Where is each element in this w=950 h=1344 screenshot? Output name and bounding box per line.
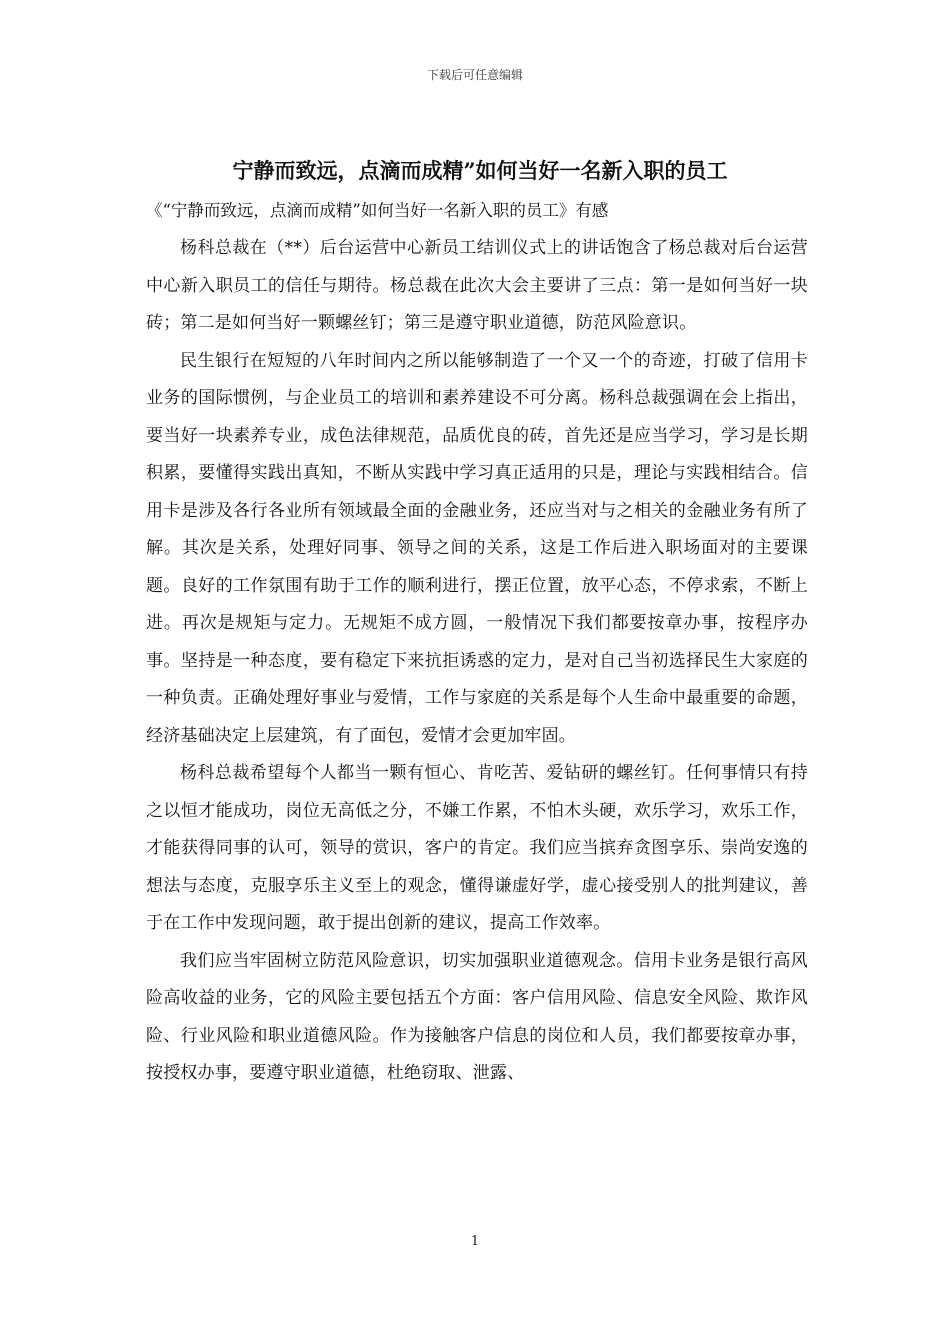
document-title: 宁静而致远，点滴而成精”如何当好一名新入职的员工 bbox=[232, 158, 728, 183]
paragraph-1: 杨科总裁在（**）后台运营中心新员工结训仪式上的讲话饱含了杨总裁对后台运营中心新入职员工的信任与期待。杨总裁在此次大会主要讲了三点：第一是如何当好一块砖；第二是如何当好一颗螺丝钉；第三是遵守职业道德，防范风险意识。 bbox=[146, 238, 808, 333]
document-subtitle: 《“宁静而致远，点滴而成精”如何当好一名新入职的员工》有感 bbox=[146, 201, 609, 220]
paragraph-2: 民生银行在短短的八年时间内之所以能够制造了一个又一个的奇迹，打破了信用卡业务的国际惯例，与企业员工的培训和素养建设不可分离。杨科总裁强调在会上指出，要当好一块素养专业，成色法律规范，品质优良的砖，首先还是应当学习，学习是长期积累，要懂得实践出真知，不断从实践中学习真正适用的只是，理论与实践相结合。信用卡是涉及各行各业所有领域最全面的金融业务，还应当对与之相关的金融业务有所了解。其次是关系，处理好同事、领导之间的关系，这是工作后进入职场面对的主要课题。良好的工作氛围有助于工作的顺利进行，摆正位置，放平心态，不停求索，不断上进。再次是规矩与定力。无规矩不成方圆，一般情况下我们都要按章办事，按程序办事。坚持是一种态度，要有稳定下来抗拒诱惑的定力，是对自己当初选择民生大家庭的一种负责。正确处理好事业与爱情，工作与家庭的关系是每个人生命中最重要的命题，经济基础决定上层建筑，有了面包，爱情才会更加牢固。 bbox=[146, 350, 808, 746]
paragraph-4: 我们应当牢固树立防范风险意识，切实加强职业道德观念。信用卡业务是银行高风险高收益的业务，它的风险主要包括五个方面：客户信用风险、信息安全风险、欺诈风险、行业风险和职业道德风险。作为接触客户信息的岗位和人员，我们都要按章办事，按授权办事，要遵守职业道德，杜绝窃取、泄露、 bbox=[146, 950, 808, 1083]
header-note: 下载后可任意编辑 bbox=[426, 68, 523, 82]
paragraph-3: 杨科总裁希望每个人都当一颗有恒心、肯吃苦、爱钻研的螺丝钉。任何事情只有持之以恒才能成功，岗位无高低之分，不嫌工作累，不怕木头硬，欢乐学习，欢乐工作，才能获得同事的认可，领导的赏识，客户的肯定。我们应当摈弃贪图享乐、崇尚安逸的想法与态度，克服享乐主义至上的观念，懂得谦虚好学，虚心接受别人的批判建议，善于在工作中发现问题，敢于提出创新的建议，提高工作效率。 bbox=[146, 763, 808, 933]
document-body bbox=[146, 230, 808, 1093]
page-number: 1 bbox=[470, 1234, 480, 1249]
